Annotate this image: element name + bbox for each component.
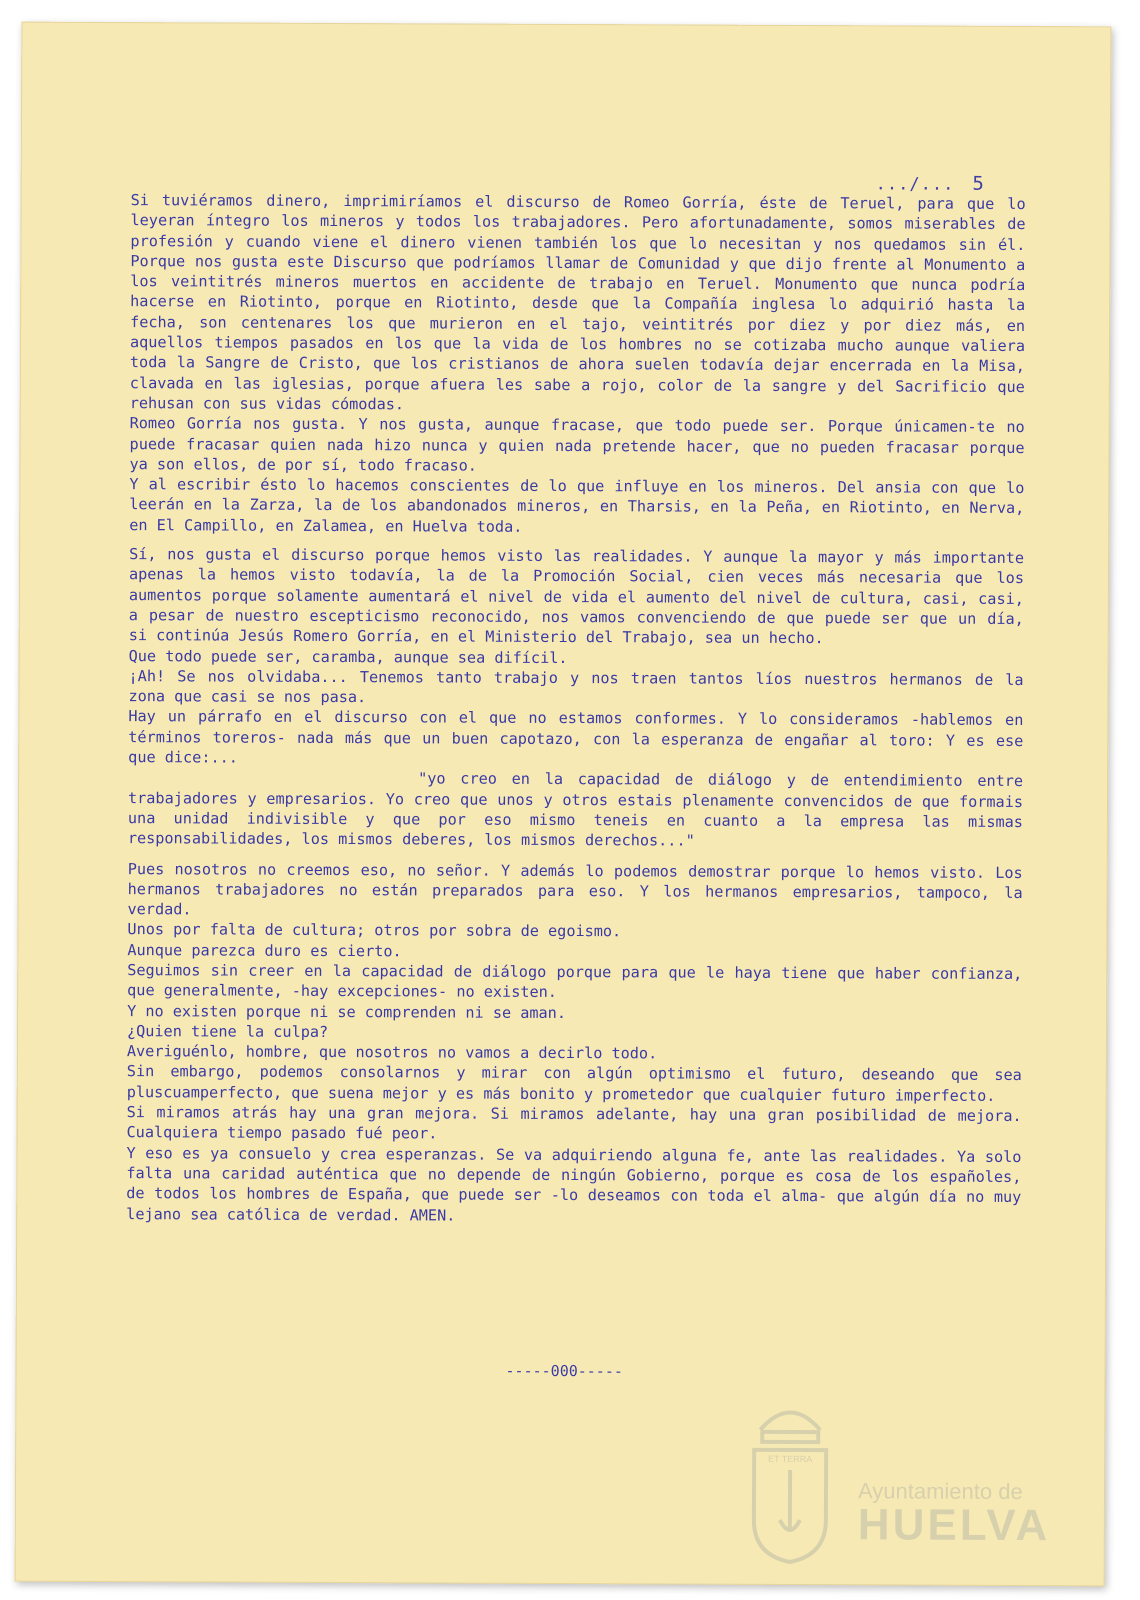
paragraph: Si miramos atrás hay una gran mejora. Si miramos adelante, hay una gran posibilidad de mejora. Cualquiera tiempo pasado fué peor. <box>126 1103 1022 1143</box>
crest-icon <box>740 1390 841 1570</box>
ayuntamiento-huelva-watermark <box>720 1380 1081 1582</box>
paragraph: ¡Ah! Se nos olvidaba... Tenemos tanto trabajo y nos traen tantos líos nuestros hermanos de la zona que casi se nos pasa. <box>128 666 1024 707</box>
paragraph: Y no existen porque ni se comprenden ni se aman. <box>127 1001 567 1022</box>
paragraph: Que todo puede ser, caramba, aunque sea difícil. <box>128 646 568 667</box>
watermark-line-2: HUELVA <box>857 1500 1051 1551</box>
end-separator: -----000----- <box>505 1361 623 1381</box>
watermark-line-1: Ayuntamiento de <box>857 1478 1023 1505</box>
paragraph: Romeo Gorría nos gusta. Y nos gusta, aunque fracase, que todo puede ser. Porque únicamen-te no puede fracasar quien nada hizo nunca y quien nada pretende hacer, que no pueden fracasar porque ya son ellos, de por sí, todo fracaso. <box>129 414 1025 475</box>
paragraph: Unos por falta de cultura; otros por sobra de egoismo. <box>127 920 622 941</box>
page-continuation: .../... <box>875 174 955 195</box>
page-marker <box>876 172 985 194</box>
paragraph: Hay un párrafo en el discurso con el que no estamos conformes. Y lo consideramos -hablemos en términos toreros- nada más que un buen capotazo, con la esperanza de engañar al toro: Y es ese que dice:... <box>128 707 1024 767</box>
page-number: 5 <box>972 172 985 195</box>
paragraph: Sí, nos gusta el discurso porque hemos visto las realidades. Y aunque la mayor y más importante apenas la hemos visto todavía, la de la Promoción Social, cien veces más necesaria que los aumentos porque solamente aumentará el nivel de vida el aumento del nivel de cultura, casi, casi, a pesar de nuestro escepticismo reconocido, nos vamos convenciendo de que puede ser que un día, si continúa Jesús Romero Gorría, en el Ministerio del Trabajo, sea un hecho. <box>128 545 1025 648</box>
paragraph: Y al escribir ésto lo hacemos conscientes de lo que influye en los mineros. Del ansia con que lo leerán en la Zarza, la de los abandonados mineros, en Tharsis, en la Peña, en Riotinto, en Nerva, en El Campillo, en Zalamea, en Huelva toda. <box>129 475 1025 536</box>
paragraph: Si tuviéramos dinero, imprimiríamos el discurso de Romeo Gorría, éste de Teruel, para que lo leyeran íntegro los mineros y todos los trabajadores. Pero afortunadamente, somos miserables de profesión y cuando viene el dinero vienen también los que lo necesitan y nos quedamos sin él. Porque nos gusta este Discurso que podríamos llamar de Comunidad y que dijo frente al Monumento a los veintitrés mineros muertos en accidente de trabajo en Teruel. Monumento que nunca podría hacerse en Riotinto, porque en Riotinto, desde que la Compañía inglesa lo adquirió hasta la fecha, son centenares los que murieron en el tajo, veintitrés por diez y por diez más, en aquellos tiempos pasados en los que la vida de los hombres no se cotizaba mucho aunque valiera toda la Sangre de Cristo, que los cristianos de ahora suelen todavía dejar encerrada en la Misa, clavada en las iglesias, porque afuera les sabe a rojo, color de la sangre y del Sacrificio que rehusan con sus vidas cómodas. <box>129 191 1026 414</box>
paragraph: Aunque parezca duro es cierto. <box>127 940 402 960</box>
paragraph: Sin embargo, podemos consolarnos y mirar con algún optimismo el futuro, deseando que sea pluscuamperfecto, que suena mejor y es más bonito y prometedor que cualquier futuro imperfecto. <box>126 1062 1022 1105</box>
paragraph: Seguimos sin creer en la capacidad de diálogo porque para que le haya tiene que haber confianza, que generalmente, -hay excepciones- no existen. <box>127 961 1023 1002</box>
svg-text:ET TERRA: ET TERRA <box>768 1453 813 1465</box>
typewritten-text <box>126 190 1026 1228</box>
paragraph: Y eso es ya consuelo y crea esperanzas. Se va adquiriendo alguna fe, ante las realidades. Ya solo falta una caridad auténtica que no depende de ningún Gobierno, porque es cosa de los españoles, de todos los hombres de España, que puede ser -lo deseamos con toda el alma- que algún día no muy lejano sea católica de verdad. AMEN. <box>126 1143 1022 1225</box>
document-page <box>15 22 1112 1587</box>
paragraph: Pues nosotros no creemos eso, no señor. Y además lo podemos demostrar porque lo hemos visto. Los hermanos trabajadores no están preparados para eso. Y los hermanos empresarios, tampoco, la verdad. <box>127 859 1023 919</box>
paragraph: ¿Quien tiene la culpa? <box>126 1021 329 1041</box>
paragraph: Averiguénlo, hombre, que nosotros no vamos a decirlo todo. <box>126 1042 658 1063</box>
quoted-passage: "yo creo en la capacidad de diálogo y de entendimiento entre trabajadores y empresarios. Yo creo que unos y otros estais plenamente convencidos de que formais una unidad indivisible y que por eso mismo teneis en cuanto a la empresa las mismas responsabilidades, los mismos deberes, los mismos derechos..." <box>127 769 1024 850</box>
